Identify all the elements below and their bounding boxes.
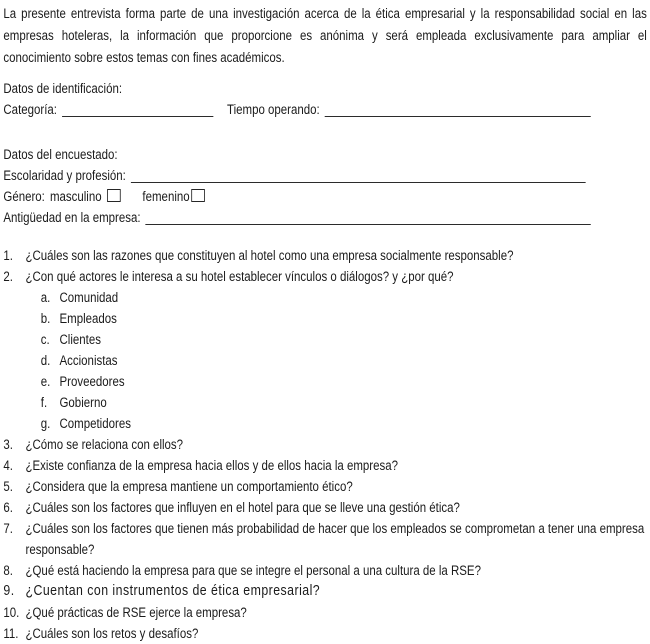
category-field[interactable]	[62, 105, 213, 117]
actor-text: Gobierno	[59, 395, 107, 410]
actor-text: Competidores	[59, 416, 131, 431]
education-field[interactable]	[131, 171, 586, 183]
question-number: 4.	[3, 458, 13, 473]
actor-item-e	[3, 371, 646, 392]
question-text: ¿Cuáles son las razones que constituyen al hotel como una empresa socialmente responsable?	[25, 248, 514, 263]
question-11	[3, 623, 646, 644]
question-number: 11.	[3, 626, 19, 641]
actor-letter: b.	[40, 311, 51, 326]
question-10	[3, 602, 646, 623]
question-text: ¿Cuáles son los factores que tienen más probabilidad de hacer que los empleados se comprometan a tener una empresa responsable?	[25, 521, 645, 557]
question-number: 10.	[3, 605, 20, 620]
actor-item-d	[3, 350, 646, 371]
education-row	[3, 165, 646, 186]
male-label: masculino	[49, 189, 102, 204]
question-text: ¿Existe confianza de la empresa hacia ellos y de ellos hacia la empresa?	[25, 458, 399, 473]
question-9	[3, 581, 646, 602]
question-text: ¿Qué está haciendo la empresa para que se integre el personal a una cultura de la RSE?	[25, 563, 481, 578]
question-number: 1.	[3, 248, 13, 263]
seniority-row	[3, 207, 646, 228]
education-label: Escolaridad y profesión:	[3, 168, 126, 183]
female-label: femenino	[142, 189, 190, 204]
question-text: ¿Cómo se relaciona con ellos?	[25, 437, 184, 452]
male-checkbox[interactable]	[107, 189, 121, 202]
actor-item-b	[3, 308, 646, 329]
operating-time-field[interactable]	[325, 105, 591, 117]
question-text: ¿Considera que la empresa mantiene un comportamiento ético?	[25, 479, 353, 494]
question-1	[3, 245, 646, 266]
actor-letter: c.	[40, 332, 50, 347]
operating-time-label: Tiempo operando:	[226, 102, 320, 117]
question-text: ¿Cuentan con instrumentos de ética empresarial?	[25, 583, 321, 599]
actor-letter: g.	[40, 416, 51, 431]
actor-text: Accionistas	[59, 353, 118, 368]
actor-letter: d.	[40, 353, 51, 368]
intro-paragraph: La presente entrevista forma parte de una investigación acerca de la ética empresarial y la responsabilidad social en las empresas hoteleras, la información que proporcione es anónima y será empleada exclusivamente para ampliar el conocimiento sobre estos temas con fines académicos.	[3, 6, 647, 65]
gender-label: Género:	[3, 189, 45, 204]
actor-letter: f.	[40, 395, 48, 410]
question-list	[3, 245, 646, 644]
question-5	[3, 476, 646, 497]
actor-text: Proveedores	[59, 374, 125, 389]
actor-text: Clientes	[59, 332, 101, 347]
question-7	[3, 518, 646, 560]
question-number: 6.	[3, 500, 13, 515]
question-4	[3, 455, 646, 476]
question-number: 7.	[3, 521, 13, 536]
question-text: ¿Con qué actores le interesa a su hotel establecer vínculos o diálogos? y ¿por qué?	[25, 269, 454, 284]
actor-item-f	[3, 392, 646, 413]
question-text: ¿Qué prácticas de RSE ejerce la empresa?	[25, 605, 247, 620]
question-number: 3.	[3, 437, 13, 452]
seniority-field[interactable]	[146, 213, 591, 225]
gender-row	[3, 186, 646, 207]
category-label: Categoría:	[3, 102, 57, 117]
question-number: 2.	[3, 269, 13, 284]
question-2	[3, 266, 646, 287]
question-3	[3, 434, 646, 455]
identification-heading: Datos de identificación:	[3, 81, 123, 96]
actor-item-a	[3, 287, 646, 308]
actor-text: Comunidad	[59, 290, 119, 305]
actor-letter: e.	[40, 374, 51, 389]
question-text: ¿Cuáles son los factores que influyen en el hotel para que se lleve una gestión ética?	[25, 500, 460, 515]
female-checkbox[interactable]	[191, 189, 205, 202]
seniority-label: Antigüedad en la empresa:	[3, 210, 141, 225]
question-number: 5.	[3, 479, 13, 494]
question-number: 9.	[3, 583, 15, 599]
actor-letter: a.	[40, 290, 51, 305]
question-text: ¿Cuáles son los retos y desafíos?	[25, 626, 199, 641]
actor-item-c	[3, 329, 646, 350]
question-8	[3, 560, 646, 581]
question-6	[3, 497, 646, 518]
respondent-heading: Datos del encuestado:	[3, 147, 118, 162]
identification-fields-row	[3, 99, 646, 120]
question-number: 8.	[3, 563, 13, 578]
actor-item-g	[3, 413, 646, 434]
actor-text: Empleados	[59, 311, 117, 326]
